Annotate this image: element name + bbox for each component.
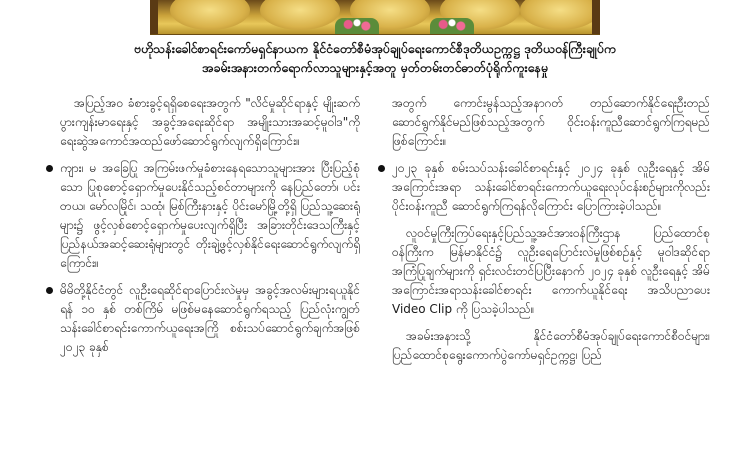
bullet-icon [46,287,53,294]
right-paragraph-3: အခမ်းအနားသို့ နိုင်ငံတော်စီမံအုပ်ချုပ်ရေးကောင်စီဝင်များ၊ ပြည်ထောင်စုရွေးကောက်ပွဲကော်မရှင်ဥက္ကဋ္ဌ၊ ပြည် [392,329,710,362]
left-bullet-2-text: မိမိတို့နိုင်ငံတွင် လူဦးရေဆိုင်ရာပြောင်းလဲမှုမှ အခွင့်အလမ်းများရယူနိုင်ရန် ၁၀ နှစ် တစ်ကြိမ် မဖြစ်မနေဆောင်ရွက်ရသည့် ပြည်လုံးကျွတ်သန်းခေါင်စာရင်းကောက်ယူရေးအကြို စစ်းသပ်ဆောင်ရွက်ချက်အဖြစ် ၂၀၂၃ ခုနှစ် [60,283,360,354]
right-paragraph-2: လူဝင်မှုကြီးကြပ်ရေးနှင့်ပြည်သူ့အင်အားဝန်ကြီးဌာန ပြည်ထောင်စုဝန်ကြီးက မြန်မာနိုင်ငံ၌ လူဦးရေပြောင်းလဲမှုဖြစ်စဉ်နှင့် မူဝါဒဆိုင်ရာ အကြံပြုချက်များကို ရှင်းလင်းတင်ပြပြီးနောက် ၂၀၂၄ ခုနှစ် လူဦးရေနှင့် အိမ်အကြောင်းအရာသန်းခေါင်စာရင်း ကောက်ယူနိုင်ရေး အသိပညာပေး Video Clip ကို ပြသခဲ့ပါသည်။ [392,226,710,316]
right-paragraph-1: အတွက် ကောင်းမွန်သည့်အနာဂတ် တည်ဆောက်နိုင်ရေးဦးတည်ဆောင်ရွက်နိုင်မည်ဖြစ်သည့်အတွက် ဝိုင်းဝန်းကူညီဆောင်ရွက်ကြရမည် ဖြစ်ကြောင်း။ [392,96,710,148]
bullet-icon [46,165,53,172]
right-bullet-1-text: ၂၀၂၃ ခုနှစ် စမ်းသပ်သန်းခေါင်စာရင်းနှင့် ၂၀၂၄ ခုနှစ် လူဦးရေနှင့် အိမ်အကြောင်းအရာ သန်းခေါင်စာရင်းကောက်ယူရေးလုပ်ငန်းစဉ်များကိုလည်း ပိုင်းဝန်းကူညီ ဆောင်ရွက်ကြရန်လိုကြောင်း ပြောကြားခဲ့ပါသည်။ [392,161,710,213]
flower-arrangement-icon [430,18,474,34]
left-bullet-1 [60,159,360,273]
left-column [60,94,360,357]
right-bullet-1 [392,159,710,216]
ceremony-photo [150,0,600,35]
flower-arrangement-icon [335,18,379,34]
left-paragraph-1: အပြည့်အဝ ခံစားခွင့်ရရှိစေရေးအတွက် "လိင်မှုဆိုင်ရာနှင့် မျိုးဆက်ပွားကျန်းမာရေးနှင့် အခွင့်အရေးဆိုင်ရာ အမျိုးသားအဆင့်မူဝါဒ"ကို ရေးဆွဲအကောင်အထည်ဖော်ဆောင်ရွက်လျက်ရှိကြောင်း။ [60,96,360,148]
left-bullet-2 [60,281,360,357]
photo-caption-line-1: ဗဟိုသန်းခေါင်စာရင်းကော်မရှင်နာယက နိုင်ငံတော်စီမံအုပ်ချုပ်ရေးကောင်စီဒုတိယဥက္ကဋ္ဌ ဒုတိယဝန်ကြီးချုပ်က [133,41,617,56]
photo-caption-line-2: အခမ်းအနားတက်ရောက်လာသူများနှင့်အတူ မှတ်တမ်းတင်ဓာတ်ပုံရိုက်ကူးနေမှု [201,60,549,75]
left-bullet-1-text: ကျား၊ မ အခြေပြု အကြမ်းဖက်မှုခံစားနေရသောသူများအား ပြီးပြည့်စုံသော ပြုစုစောင့်ရှောက်မှုပေးနိုင်သည့်စင်တာများကို နေပြည်တော်၊ ပင်းတယ၊ မော်လမြိုင်၊ သထုံ၊ မြစ်ကြီးနားနှင့် ပိုင်းမော်မြို့တို့ရှိ ပြည်သူ့ဆေးရုံများ၌ ဖွင့်လှစ်စောင့်ရှောက်မှုပေးလျက်ရှိပြီး အခြားတိုင်းဒေသကြီးနှင့် ပြည်နယ်အဆင့်ဆေးရုံများတွင် တိုးချဲ့ဖွင့်လှစ်နိုင်ရေးဆောင်ရွက်လျက်ရှိကြောင်း။ [60,161,360,270]
bullet-icon [378,165,385,172]
right-column [392,94,710,365]
